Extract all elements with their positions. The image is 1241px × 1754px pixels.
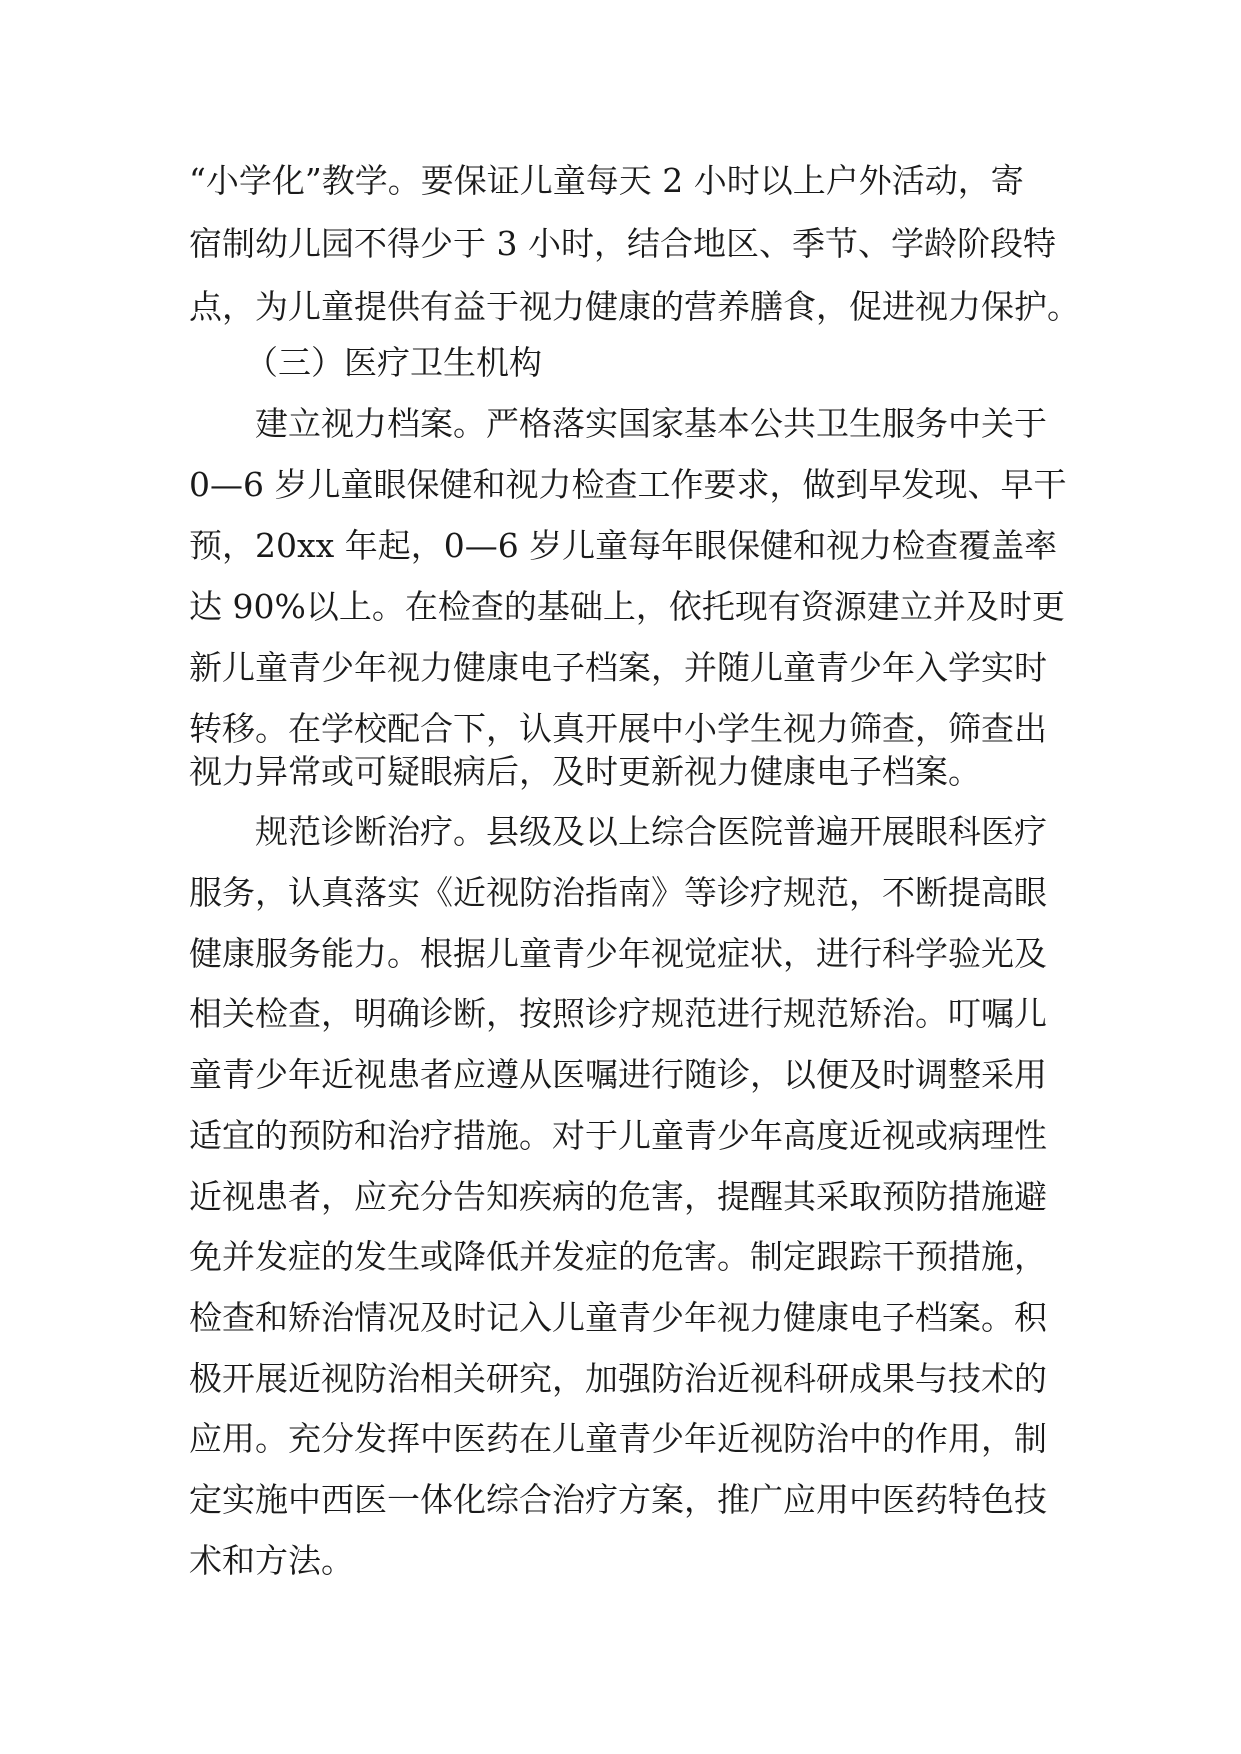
paragraph-3-line-10: 极开展近视防治相关研究，加强防治近视科研成果与技术的 <box>189 1359 1047 1398</box>
paragraph-3-line-11: 应用。充分发挥中医药在儿童青少年近视防治中的作用，制 <box>189 1419 1047 1458</box>
paragraph-3-line-9: 检查和矫治情况及时记入儿童青少年视力健康电子档案。积 <box>189 1298 1047 1337</box>
paragraph-2-line-1: 建立视力档案。严格落实国家基本公共卫生服务中关于 <box>255 404 1047 443</box>
paragraph-2-line-3: 预，20xx 年起，0—6 岁儿童每年眼保健和视力检查覆盖率 <box>189 526 1058 565</box>
paragraph-2-line-6: 转移。在学校配合下，认真开展中小学生视力筛查，筛查出 <box>189 709 1047 748</box>
paragraph-3-line-7: 近视患者，应充分告知疾病的危害，提醒其采取预防措施避 <box>189 1177 1047 1216</box>
paragraph-2-line-4: 达 90%以上。在检查的基础上，依托现有资源建立并及时更 <box>189 587 1065 626</box>
paragraph-3-line-12: 定实施中西医一体化综合治疗方案，推广应用中医药特色技 <box>189 1480 1047 1519</box>
paragraph-3-line-6: 适宜的预防和治疗措施。对于儿童青少年高度近视或病理性 <box>189 1116 1047 1155</box>
paragraph-2-line-2: 0—6 岁儿童眼保健和视力检查工作要求，做到早发现、早干 <box>189 465 1067 504</box>
paragraph-3-line-1: 规范诊断治疗。县级及以上综合医院普遍开展眼科医疗 <box>255 812 1047 851</box>
paragraph-3-line-5: 童青少年近视患者应遵从医嘱进行随诊，以便及时调整采用 <box>189 1055 1047 1094</box>
paragraph-1-line-2: 宿制幼儿园不得少于 3 小时，结合地区、季节、学龄阶段特 <box>189 224 1056 263</box>
paragraph-3-line-3: 健康服务能力。根据儿童青少年视觉症状，进行科学验光及 <box>189 934 1047 973</box>
paragraph-3-line-13: 术和方法。 <box>189 1541 354 1580</box>
section-heading: （三）医疗卫生机构 <box>245 343 542 382</box>
paragraph-2-line-7: 视力异常或可疑眼病后，及时更新视力健康电子档案。 <box>189 752 981 791</box>
paragraph-2-line-5: 新儿童青少年视力健康电子档案，并随儿童青少年入学实时 <box>189 648 1047 687</box>
paragraph-3-line-2: 服务，认真落实《近视防治指南》等诊疗规范，不断提高眼 <box>189 873 1047 912</box>
paragraph-1-line-3: 点，为儿童提供有益于视力健康的营养膳食，促进视力保护。 <box>189 287 1080 326</box>
paragraph-1-line-1: “小学化”教学。要保证儿童每天 2 小时以上户外活动，寄 <box>189 161 1024 200</box>
paragraph-3-line-8: 免并发症的发生或降低并发症的危害。制定跟踪干预措施， <box>189 1237 1047 1276</box>
paragraph-3-line-4: 相关检查，明确诊断，按照诊疗规范进行规范矫治。叮嘱儿 <box>189 994 1047 1033</box>
